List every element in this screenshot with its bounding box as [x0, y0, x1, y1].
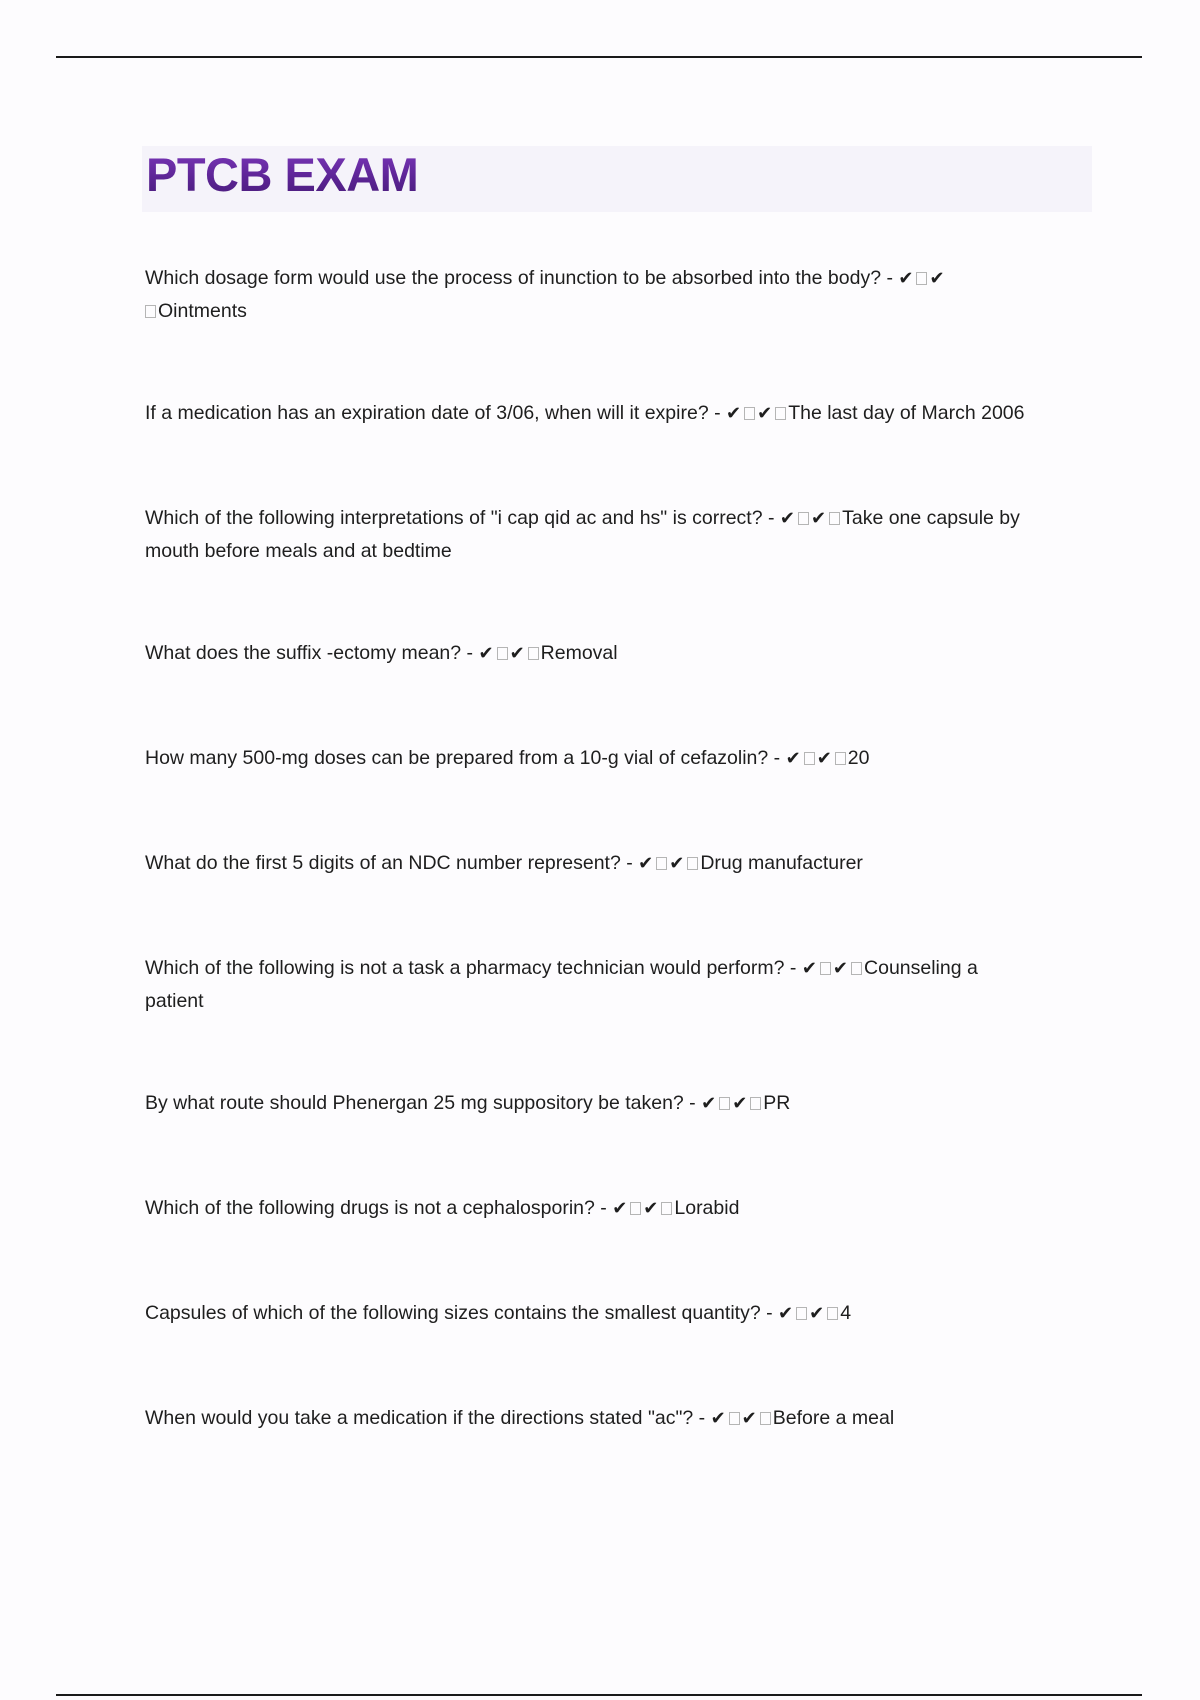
answer-text: 20: [847, 747, 870, 769]
box-icon: [497, 647, 508, 660]
answer-text: Take one capsule by: [842, 507, 1020, 529]
question-text: By what route should Phenergan 25 mg suppository be taken? -: [145, 1092, 696, 1114]
check-icon: ✔: [710, 1408, 726, 1429]
check-icon: ✔: [726, 403, 742, 424]
title-banner: [142, 146, 1092, 212]
box-icon: [804, 752, 815, 765]
qa-item: [145, 1087, 1095, 1120]
answer-text: Ointments: [158, 300, 247, 322]
question-text: Which of the following interpretations of "i cap qid ac and hs" is correct? -: [145, 507, 775, 529]
check-icon: ✔: [929, 268, 945, 289]
box-icon: [744, 407, 755, 420]
question-text: Capsules of which of the following sizes contains the smallest quantity? -: [145, 1302, 773, 1324]
qa-item: [145, 1192, 1095, 1225]
box-icon: [687, 857, 698, 870]
answer-text-continued: mouth before meals and at bedtime: [145, 540, 452, 562]
answer-text: Before a meal: [772, 1407, 895, 1429]
question-text: What does the suffix -ectomy mean? -: [145, 642, 474, 664]
qa-item: [145, 502, 1095, 568]
qa-item: [145, 1402, 1095, 1435]
page-title: PTCB EXAM: [146, 148, 419, 201]
answer-text: PR: [763, 1092, 791, 1114]
check-icon: ✔: [757, 403, 773, 424]
check-icon: ✔: [741, 1408, 757, 1429]
box-icon: [796, 1307, 807, 1320]
answer-text: Drug manufacturer: [700, 852, 863, 874]
answer-text: Counseling a: [864, 957, 978, 979]
qa-item: [145, 1297, 1095, 1330]
qa-item: [145, 397, 1095, 430]
check-icon: ✔: [816, 748, 832, 769]
box-icon: [729, 1412, 740, 1425]
answer-text-continued: patient: [145, 990, 204, 1012]
box-icon: [827, 1307, 838, 1320]
question-text: If a medication has an expiration date of 3/06, when will it expire? -: [145, 402, 721, 424]
question-text: Which dosage form would use the process of inunction to be absorbed into the body? -: [145, 267, 893, 289]
question-text: Which of the following is not a task a pharmacy technician would perform? -: [145, 957, 797, 979]
answer-text: Lorabid: [674, 1197, 740, 1219]
check-icon: ✔: [832, 958, 849, 979]
check-icon: ✔: [478, 643, 494, 664]
check-icon: ✔: [509, 643, 525, 664]
check-icon: ✔: [669, 853, 685, 874]
box-icon: [656, 857, 667, 870]
question-text: Which of the following drugs is not a cephalosporin? -: [145, 1197, 607, 1219]
check-icon: ✔: [612, 1198, 628, 1219]
box-icon: [528, 647, 539, 660]
check-icon: ✔: [801, 958, 817, 979]
box-icon: [851, 962, 862, 975]
check-icon: ✔: [898, 268, 914, 289]
box-icon: [145, 305, 156, 318]
check-icon: ✔: [778, 1303, 794, 1324]
qa-item: [145, 742, 1095, 775]
question-text: When would you take a medication if the directions stated "ac"? -: [145, 1407, 706, 1429]
box-icon: [661, 1202, 672, 1215]
qa-item: [145, 952, 1095, 1018]
answer-text: Removal: [540, 642, 618, 664]
check-icon: ✔: [811, 508, 827, 529]
question-text: How many 500-mg doses can be prepared from a 10-g vial of cefazolin? -: [145, 747, 781, 769]
box-icon: [630, 1202, 641, 1215]
box-icon: [829, 512, 840, 525]
check-icon: ✔: [638, 853, 654, 874]
box-icon: [835, 752, 846, 765]
box-icon: [719, 1097, 730, 1110]
box-icon: [820, 962, 831, 975]
box-icon: [798, 512, 809, 525]
box-icon: [760, 1412, 771, 1425]
question-text: What do the first 5 digits of an NDC number represent? -: [145, 852, 633, 874]
qa-item: [145, 637, 1095, 670]
box-icon: [750, 1097, 761, 1110]
check-icon: ✔: [779, 508, 795, 529]
bottom-rule: [56, 1694, 1142, 1696]
check-icon: ✔: [785, 748, 801, 769]
check-icon: ✔: [809, 1303, 825, 1324]
qa-item: [145, 847, 1095, 880]
box-icon: [775, 407, 786, 420]
check-icon: ✔: [701, 1093, 717, 1114]
box-icon: [916, 272, 927, 285]
qa-item: [145, 262, 1095, 328]
check-icon: ✔: [732, 1093, 748, 1114]
top-rule: [56, 56, 1142, 58]
check-icon: ✔: [643, 1198, 659, 1219]
answer-text: 4: [840, 1302, 852, 1324]
answer-text: The last day of March 2006: [788, 402, 1025, 424]
